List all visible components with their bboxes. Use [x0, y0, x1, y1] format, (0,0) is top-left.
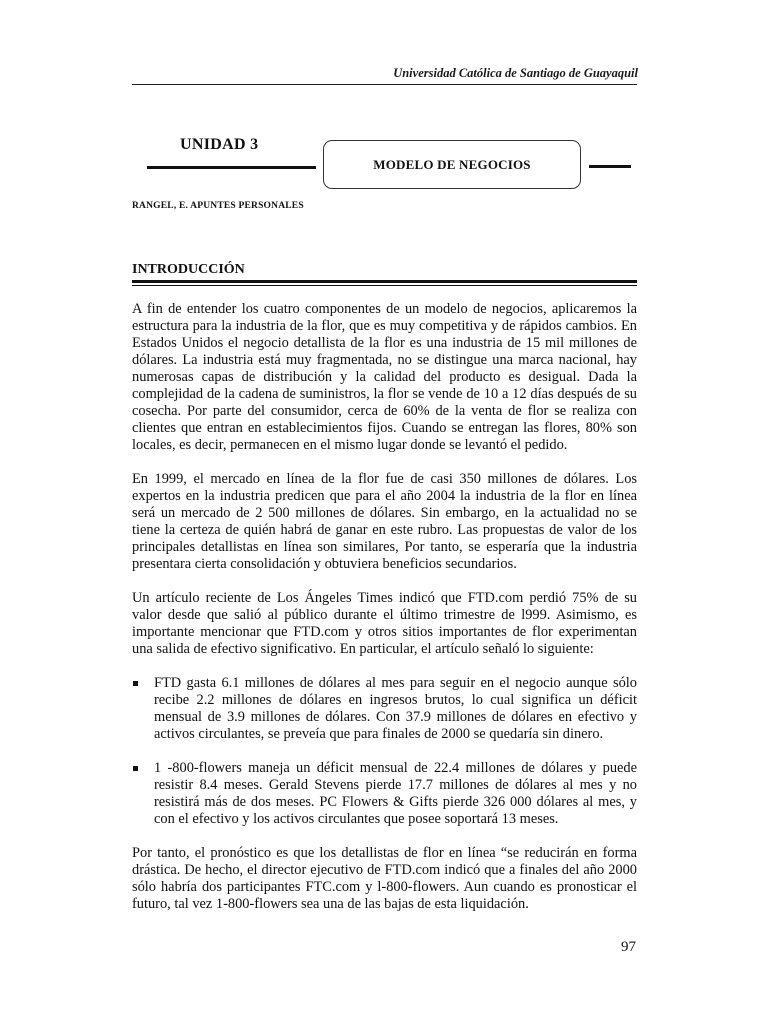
- chapter-title-box: [323, 140, 581, 189]
- header-divider: [132, 84, 637, 85]
- list-item: [132, 760, 637, 828]
- list-item: [132, 675, 637, 743]
- square-bullet-icon: [133, 766, 138, 771]
- square-bullet-icon: [133, 681, 138, 686]
- paragraph: Un artículo reciente de Los Ángeles Times indicó que FTD.com perdió 75% de su valor desde que salió al público durante el último trimestre de l999. Asimismo, es importante mencionar que FTD.com y otros sitios importantes de flor experimentan una salida de efectivo significativo. En particular, el artículo señaló lo siguiente:: [132, 590, 637, 657]
- list-item-text: 1 -800-flowers maneja un déficit mensual de 22.4 millones de dólares y puede resistir 8.4 meses. Gerald Stevens pierde 17.7 millones de dólares al mes y no resistirá más de dos meses. PC Flowers & Gifts pierde 326 000 dólares al mes, y con el efectivo y los activos circulantes que posee soportará 13 meses.: [154, 760, 637, 827]
- section-divider-thin: [132, 285, 637, 286]
- page-number: 97: [621, 939, 636, 955]
- chapter-title: MODELO DE NEGOCIOS: [373, 156, 531, 172]
- bullet-list: [132, 675, 637, 828]
- unit-rule-left: [147, 166, 316, 169]
- section-heading: INTRODUCCIÓN: [132, 262, 245, 277]
- paragraph: A fin de entender los cuatro componentes de un modelo de negocios, aplicaremos la estructura para la industria de la flor, que es muy competitiva y de rápidos cambios. En Estados Unidos el negocio detallista de la flor es una industria de 15 mil millones de dólares. La industria está muy fragmentada, no se distingue una marca nacional, hay numerosas capas de distribución y la calidad del producto es desigual. Dada la complejidad de la cadena de suministros, la flor se vende de 10 a 12 días después de su cosecha. Por parte del consumidor, cerca de 60% de la venta de flor se realiza con clientes que entran en establecimientos fijos. Cuando se entregan las flores, 80% son locales, es decir, permanecen en el mismo lugar donde se levantó el pedido.: [132, 301, 637, 453]
- paragraph: En 1999, el mercado en línea de la flor fue de casi 350 millones de dólares. Los expertos en la industria predicen que para el año 2004 la industria de la flor en línea será un mercado de 2 500 millones de dólares. Sin embargo, en la actualidad no se tiene la certeza de quién habrá de ganar en este rubro. Las propuestas de valor de los principales detallistas en línea son similares, Por tanto, se esperaría que la industria presentara cierta consolidación y obtuviera beneficios secundarios.: [132, 471, 637, 572]
- header-university: Universidad Católica de Santiago de Guayaquil: [393, 66, 638, 80]
- document-body: [132, 301, 637, 930]
- author-line: RANGEL, E. APUNTES PERSONALES: [132, 201, 304, 211]
- unit-title: UNIDAD 3: [180, 136, 259, 153]
- section-divider-thick: [132, 280, 637, 283]
- list-item-text: FTD gasta 6.1 millones de dólares al mes para seguir en el negocio aunque sólo recibe 2.2 millones de dólares en ingresos brutos, lo cual significa un déficit mensual de 3.9 millones de dólares. Con 37.9 millones de dólares en efectivo y activos circulantes, se preveía que para finales de 2000 se quedaría sin dinero.: [154, 675, 637, 742]
- closing-paragraph: Por tanto, el pronóstico es que los detallistas de flor en línea “se reducirán en forma drástica. De hecho, el director ejecutivo de FTD.com indicó que a finales del año 2000 sólo habría dos participantes FTC.com y l-800-flowers. Aun cuando es pronosticar el futuro, tal vez 1-800-flowers sea una de las bajas de esta liquidación.: [132, 845, 637, 912]
- unit-rule-right: [589, 165, 631, 168]
